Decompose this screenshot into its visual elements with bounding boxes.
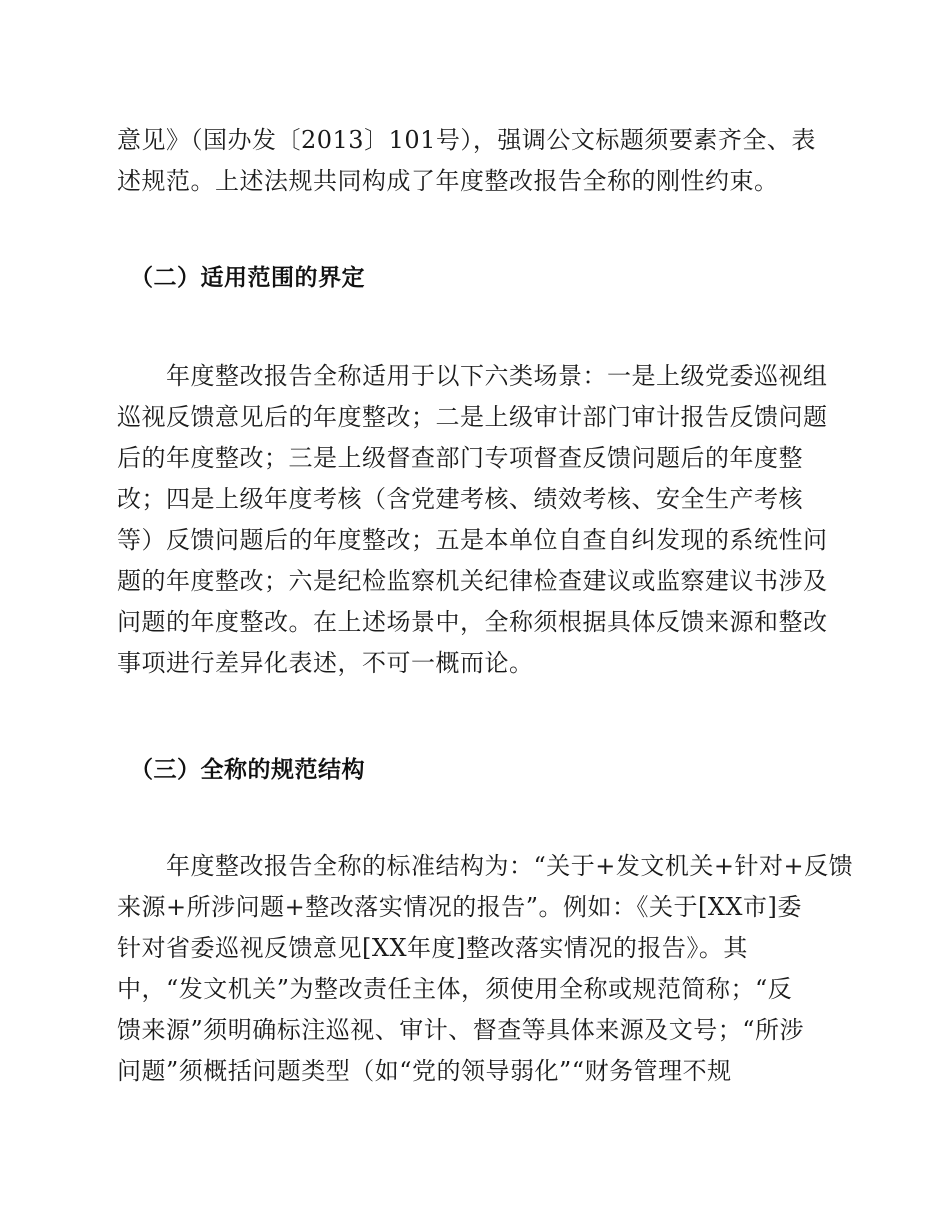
paragraph-line: 馈来源”须明确标注巡视、审计、督查等具体来源及文号；“所涉 <box>117 1016 805 1044</box>
paragraph-line: 来源+所涉问题+整改落实情况的报告”。例如：《关于[XX市]委 <box>117 893 802 921</box>
intro-paragraph <box>117 120 835 202</box>
section-heading-structure: （三）全称的规范结构 <box>130 757 365 783</box>
structure-paragraph <box>117 846 854 1092</box>
paragraph-line: 改；四是上级年度考核（含党建考核、绩效考核、安全生产考核 <box>117 485 803 513</box>
paragraph-line: 年度整改报告全称的标准结构为：“关于+发文机关+针对+反馈 <box>117 852 854 880</box>
paragraph-line: 述规范。上述法规共同构成了年度整改报告全称的刚性约束。 <box>117 167 779 195</box>
paragraph-line: 巡视反馈意见后的年度整改；二是上级审计部门审计报告反馈问题 <box>117 403 828 431</box>
paragraph-line: 等）反馈问题后的年度整改；五是本单位自查自纠发现的系统性问 <box>117 526 828 554</box>
section-heading-scope: （二）适用范围的界定 <box>130 265 365 291</box>
paragraph-line: 后的年度整改；三是上级督查部门专项督查反馈问题后的年度整 <box>117 444 803 472</box>
paragraph-line: 年度整改报告全称适用于以下六类场景：一是上级党委巡视组 <box>117 362 828 390</box>
paragraph-line: 意见》（国办发〔2013〕101号），强调公文标题须要素齐全、表 <box>117 126 816 154</box>
scope-paragraph <box>117 356 835 684</box>
paragraph-line: 问题的年度整改。在上述场景中，全称须根据具体反馈来源和整改 <box>117 608 828 636</box>
paragraph-line: 题的年度整改；六是纪检监察机关纪律检查建议或监察建议书涉及 <box>117 567 828 595</box>
paragraph-line: 事项进行差异化表述，不可一概而论。 <box>117 649 534 677</box>
paragraph-line: 针对省委巡视反馈意见[XX年度]整改落实情况的报告》。其 <box>117 934 748 962</box>
paragraph-line: 中，“发文机关”为整改责任主体，须使用全称或规范简称；“反 <box>117 975 793 1003</box>
paragraph-line: 问题”须概括问题类型（如“党的领导弱化”“财务管理不规 <box>117 1057 732 1085</box>
